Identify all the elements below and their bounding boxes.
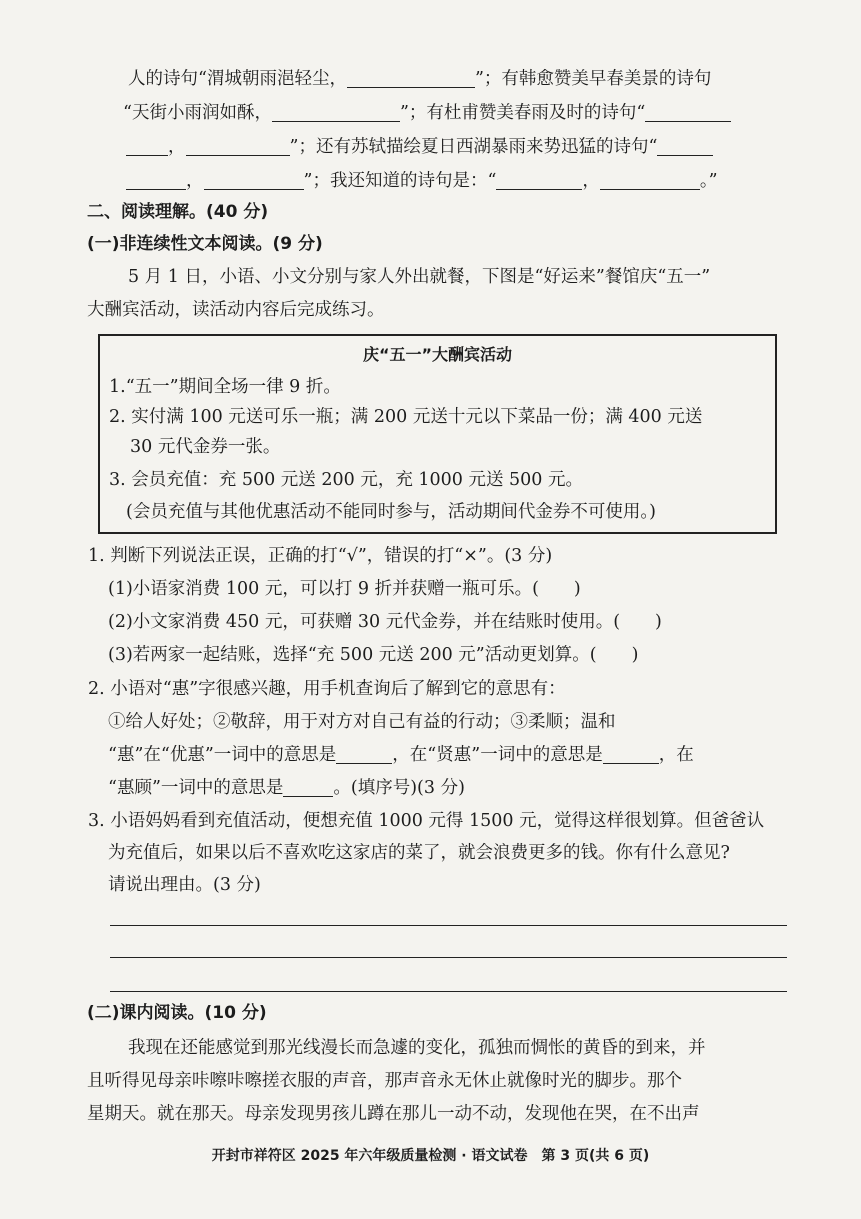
question-stem: 为充值后，如果以后不喜欢吃这家店的菜了，就会浪费更多的钱。你有什么意见? bbox=[108, 843, 730, 863]
poem-text: 人的诗句“渭城朝雨浥轻尘， bbox=[128, 69, 347, 89]
subsection-title: (二)课内阅读。(10 分) bbox=[87, 1003, 267, 1023]
judgement-item[interactable]: (3)若两家一起结账，选择“充 500 元送 200 元”活动更划算。( ) bbox=[108, 645, 639, 665]
poem-text: ”；有杜甫赞美春雨及时的诗句“ bbox=[399, 103, 646, 123]
poem-line-3 bbox=[126, 134, 713, 160]
poem-line-1 bbox=[128, 66, 711, 92]
answer-blank[interactable] bbox=[645, 103, 731, 122]
answer-blank[interactable] bbox=[186, 137, 290, 156]
q2-text: 。(填序号)(3 分) bbox=[333, 778, 465, 798]
poem-line-4 bbox=[126, 168, 718, 194]
question-stem: 2. 小语对“惠”字很感兴趣，用手机查询后了解到它的意思有： bbox=[88, 679, 566, 699]
activity-item: 3. 会员充值：充 500 元送 200 元，充 1000 元送 500 元。 bbox=[109, 470, 584, 490]
reading-text: 星期天。就在那天。母亲发现男孩儿蹲在那儿一动不动，发现他在哭，在不出声 bbox=[87, 1104, 700, 1124]
reading-text: 且听得见母亲咔嚓咔嚓搓衣服的声音，那声音永无休止就像时光的脚步。那个 bbox=[87, 1071, 682, 1091]
reading-text: 我现在还能感觉到那光线漫长而急遽的变化，孤独而惆怅的黄昏的到来，并 bbox=[128, 1038, 706, 1058]
question-stem: 1. 判断下列说法正误，正确的打“√”，错误的打“×”。(3 分) bbox=[88, 546, 553, 566]
intro-text: 大酬宾活动，读活动内容后完成练习。 bbox=[87, 300, 385, 320]
activity-item: 30 元代金券一张。 bbox=[130, 437, 281, 457]
poem-text: ， bbox=[582, 171, 600, 191]
q2-fill-line-2 bbox=[108, 775, 465, 801]
activity-item: 2. 实付满 100 元送可乐一瓶；满 200 元送十元以下菜品一份；满 400 元送 bbox=[109, 407, 703, 427]
poem-text: ”；我还知道的诗句是：“ bbox=[303, 171, 497, 191]
section-title: 二、阅读理解。(40 分) bbox=[87, 202, 269, 222]
q2-text: “惠”在“优惠”一词中的意思是 bbox=[108, 745, 337, 765]
activity-note: (会员充值与其他优惠活动不能同时参与，活动期间代金券不可使用。) bbox=[126, 502, 656, 522]
activity-box bbox=[98, 334, 777, 534]
answer-blank[interactable] bbox=[204, 171, 304, 190]
answer-blank[interactable] bbox=[336, 745, 392, 764]
answer-blank[interactable] bbox=[347, 69, 475, 88]
answer-line[interactable] bbox=[110, 957, 787, 958]
activity-item: 1.“五一”期间全场一律 9 折。 bbox=[109, 377, 341, 397]
poem-text: ”；还有苏轼描绘夏日西湖暴雨来势迅猛的诗句“ bbox=[289, 137, 658, 157]
answer-blank[interactable] bbox=[496, 171, 582, 190]
subsection-title: (一)非连续性文本阅读。(9 分) bbox=[87, 234, 323, 254]
poem-text: 。” bbox=[699, 171, 718, 191]
answer-blank[interactable] bbox=[272, 103, 400, 122]
answer-blank[interactable] bbox=[657, 137, 713, 156]
poem-text: ， bbox=[186, 171, 204, 191]
answer-blank[interactable] bbox=[600, 171, 700, 190]
answer-blank[interactable] bbox=[126, 171, 186, 190]
answer-line[interactable] bbox=[110, 925, 787, 926]
q2-fill-line-1 bbox=[108, 742, 694, 768]
judgement-item[interactable]: (1)小语家消费 100 元，可以打 9 折并获赠一瓶可乐。( ) bbox=[108, 579, 581, 599]
intro-text: 5 月 1 日，小语、小文分别与家人外出就餐，下图是“好运来”餐馆庆“五一” bbox=[128, 267, 711, 287]
poem-text: ”；有韩愈赞美早春美景的诗句 bbox=[474, 69, 712, 89]
poem-line-2 bbox=[123, 100, 731, 126]
poem-text: “天街小雨润如酥， bbox=[123, 103, 272, 123]
answer-blank[interactable] bbox=[603, 745, 659, 764]
poem-text: ， bbox=[168, 137, 186, 157]
q2-text: “惠顾”一词中的意思是 bbox=[108, 778, 284, 798]
answer-blank[interactable] bbox=[126, 137, 168, 156]
question-stem: 请说出理由。(3 分) bbox=[108, 875, 261, 895]
page-footer: 开封市祥符区 2025 年六年级质量检测 · 语文试卷 第 3 页(共 6 页) bbox=[211, 1148, 650, 1164]
activity-title: 庆“五一”大酬宾活动 bbox=[362, 345, 513, 364]
q2-text: ，在 bbox=[658, 745, 694, 765]
answer-blank[interactable] bbox=[283, 778, 333, 797]
q2-text: ，在“贤惠”一词中的意思是 bbox=[392, 745, 603, 765]
question-stem: 3. 小语妈妈看到充值活动，便想充值 1000 元得 1500 元，觉得这样很划算。但爸爸认 bbox=[88, 811, 765, 831]
answer-line[interactable] bbox=[110, 991, 787, 992]
judgement-item[interactable]: (2)小文家消费 450 元，可获赠 30 元代金券，并在结账时使用。( ) bbox=[108, 612, 662, 632]
meaning-list: ①给人好处；②敬辞，用于对方对自己有益的行动；③柔顺；温和 bbox=[108, 712, 616, 732]
